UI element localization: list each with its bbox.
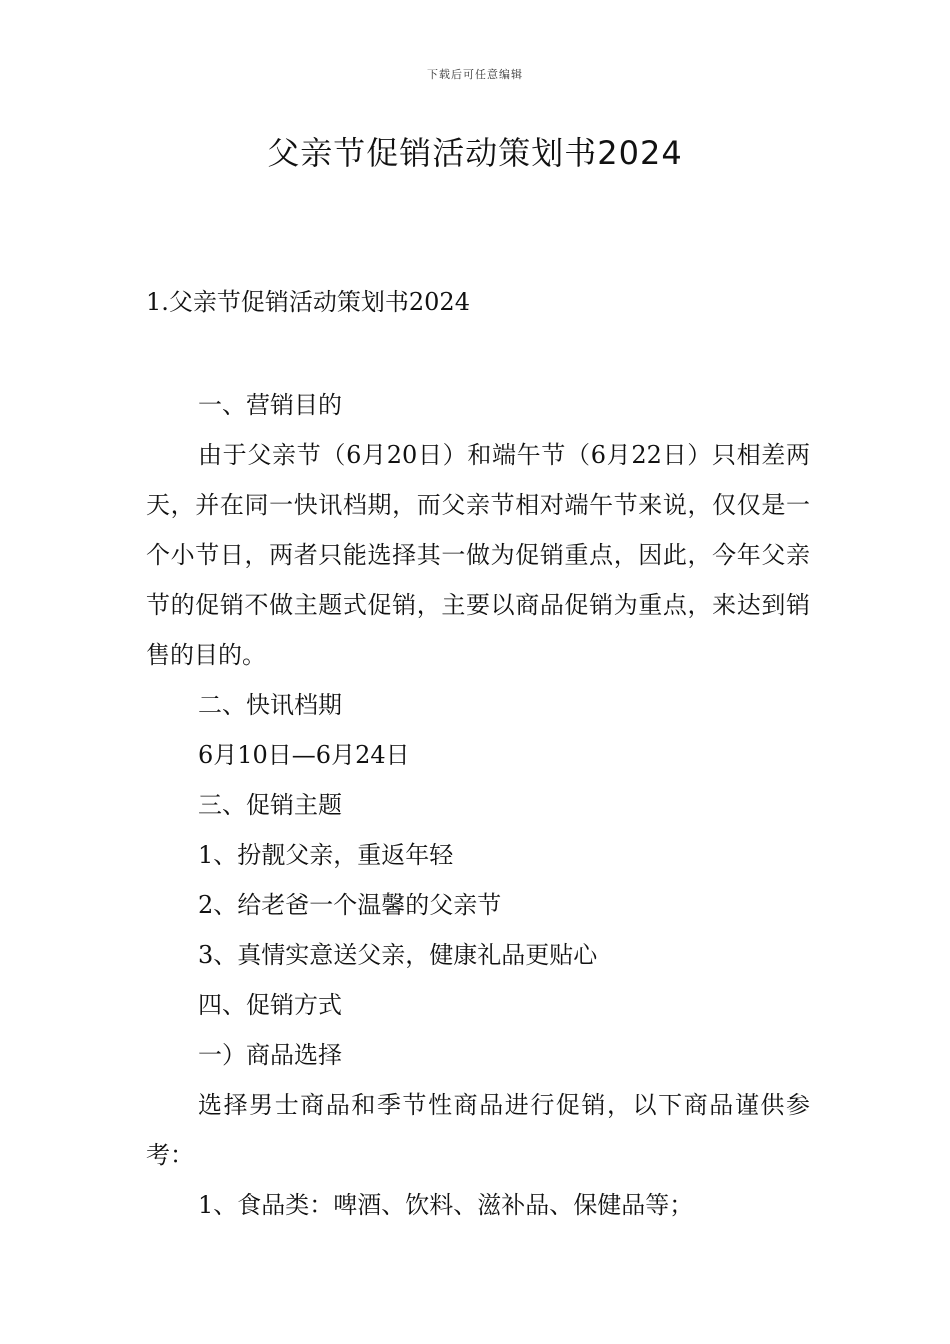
section-heading: 三、促销主题	[198, 791, 342, 819]
body-paragraph: 选择男士商品和季节性商品进行促销，以下商品谨供参考：	[146, 1091, 810, 1169]
document-title: 父亲节促销活动策划书2024	[267, 134, 683, 172]
section-heading: 一、营销目的	[198, 391, 342, 419]
list-item: 1、食品类：啤酒、饮料、滋补品、保健品等；	[198, 1191, 694, 1219]
document-body	[146, 277, 810, 1230]
list-item: 1、扮靓父亲，重返年轻	[198, 841, 454, 869]
section-heading: 二、快讯档期	[198, 691, 342, 719]
list-item: 3、真情实意送父亲，健康礼品更贴心	[198, 941, 598, 969]
section-heading-main: 1.父亲节促销活动策划书2024	[146, 288, 470, 316]
header-note: 下载后可任意编辑	[427, 68, 523, 81]
sub-heading: 一）商品选择	[198, 1041, 342, 1069]
body-paragraph: 6月10日—6月24日	[198, 741, 410, 769]
list-item: 2、给老爸一个温馨的父亲节	[198, 891, 502, 919]
body-paragraph: 由于父亲节（6月20日）和端午节（6月22日）只相差两天，并在同一快讯档期，而父亲节相对端午节来说，仅仅是一个小节日，两者只能选择其一做为促销重点，因此，今年父亲节的促销不做主题式促销，主要以商品促销为重点，来达到销售的目的。	[146, 441, 810, 669]
section-heading: 四、促销方式	[198, 991, 342, 1019]
